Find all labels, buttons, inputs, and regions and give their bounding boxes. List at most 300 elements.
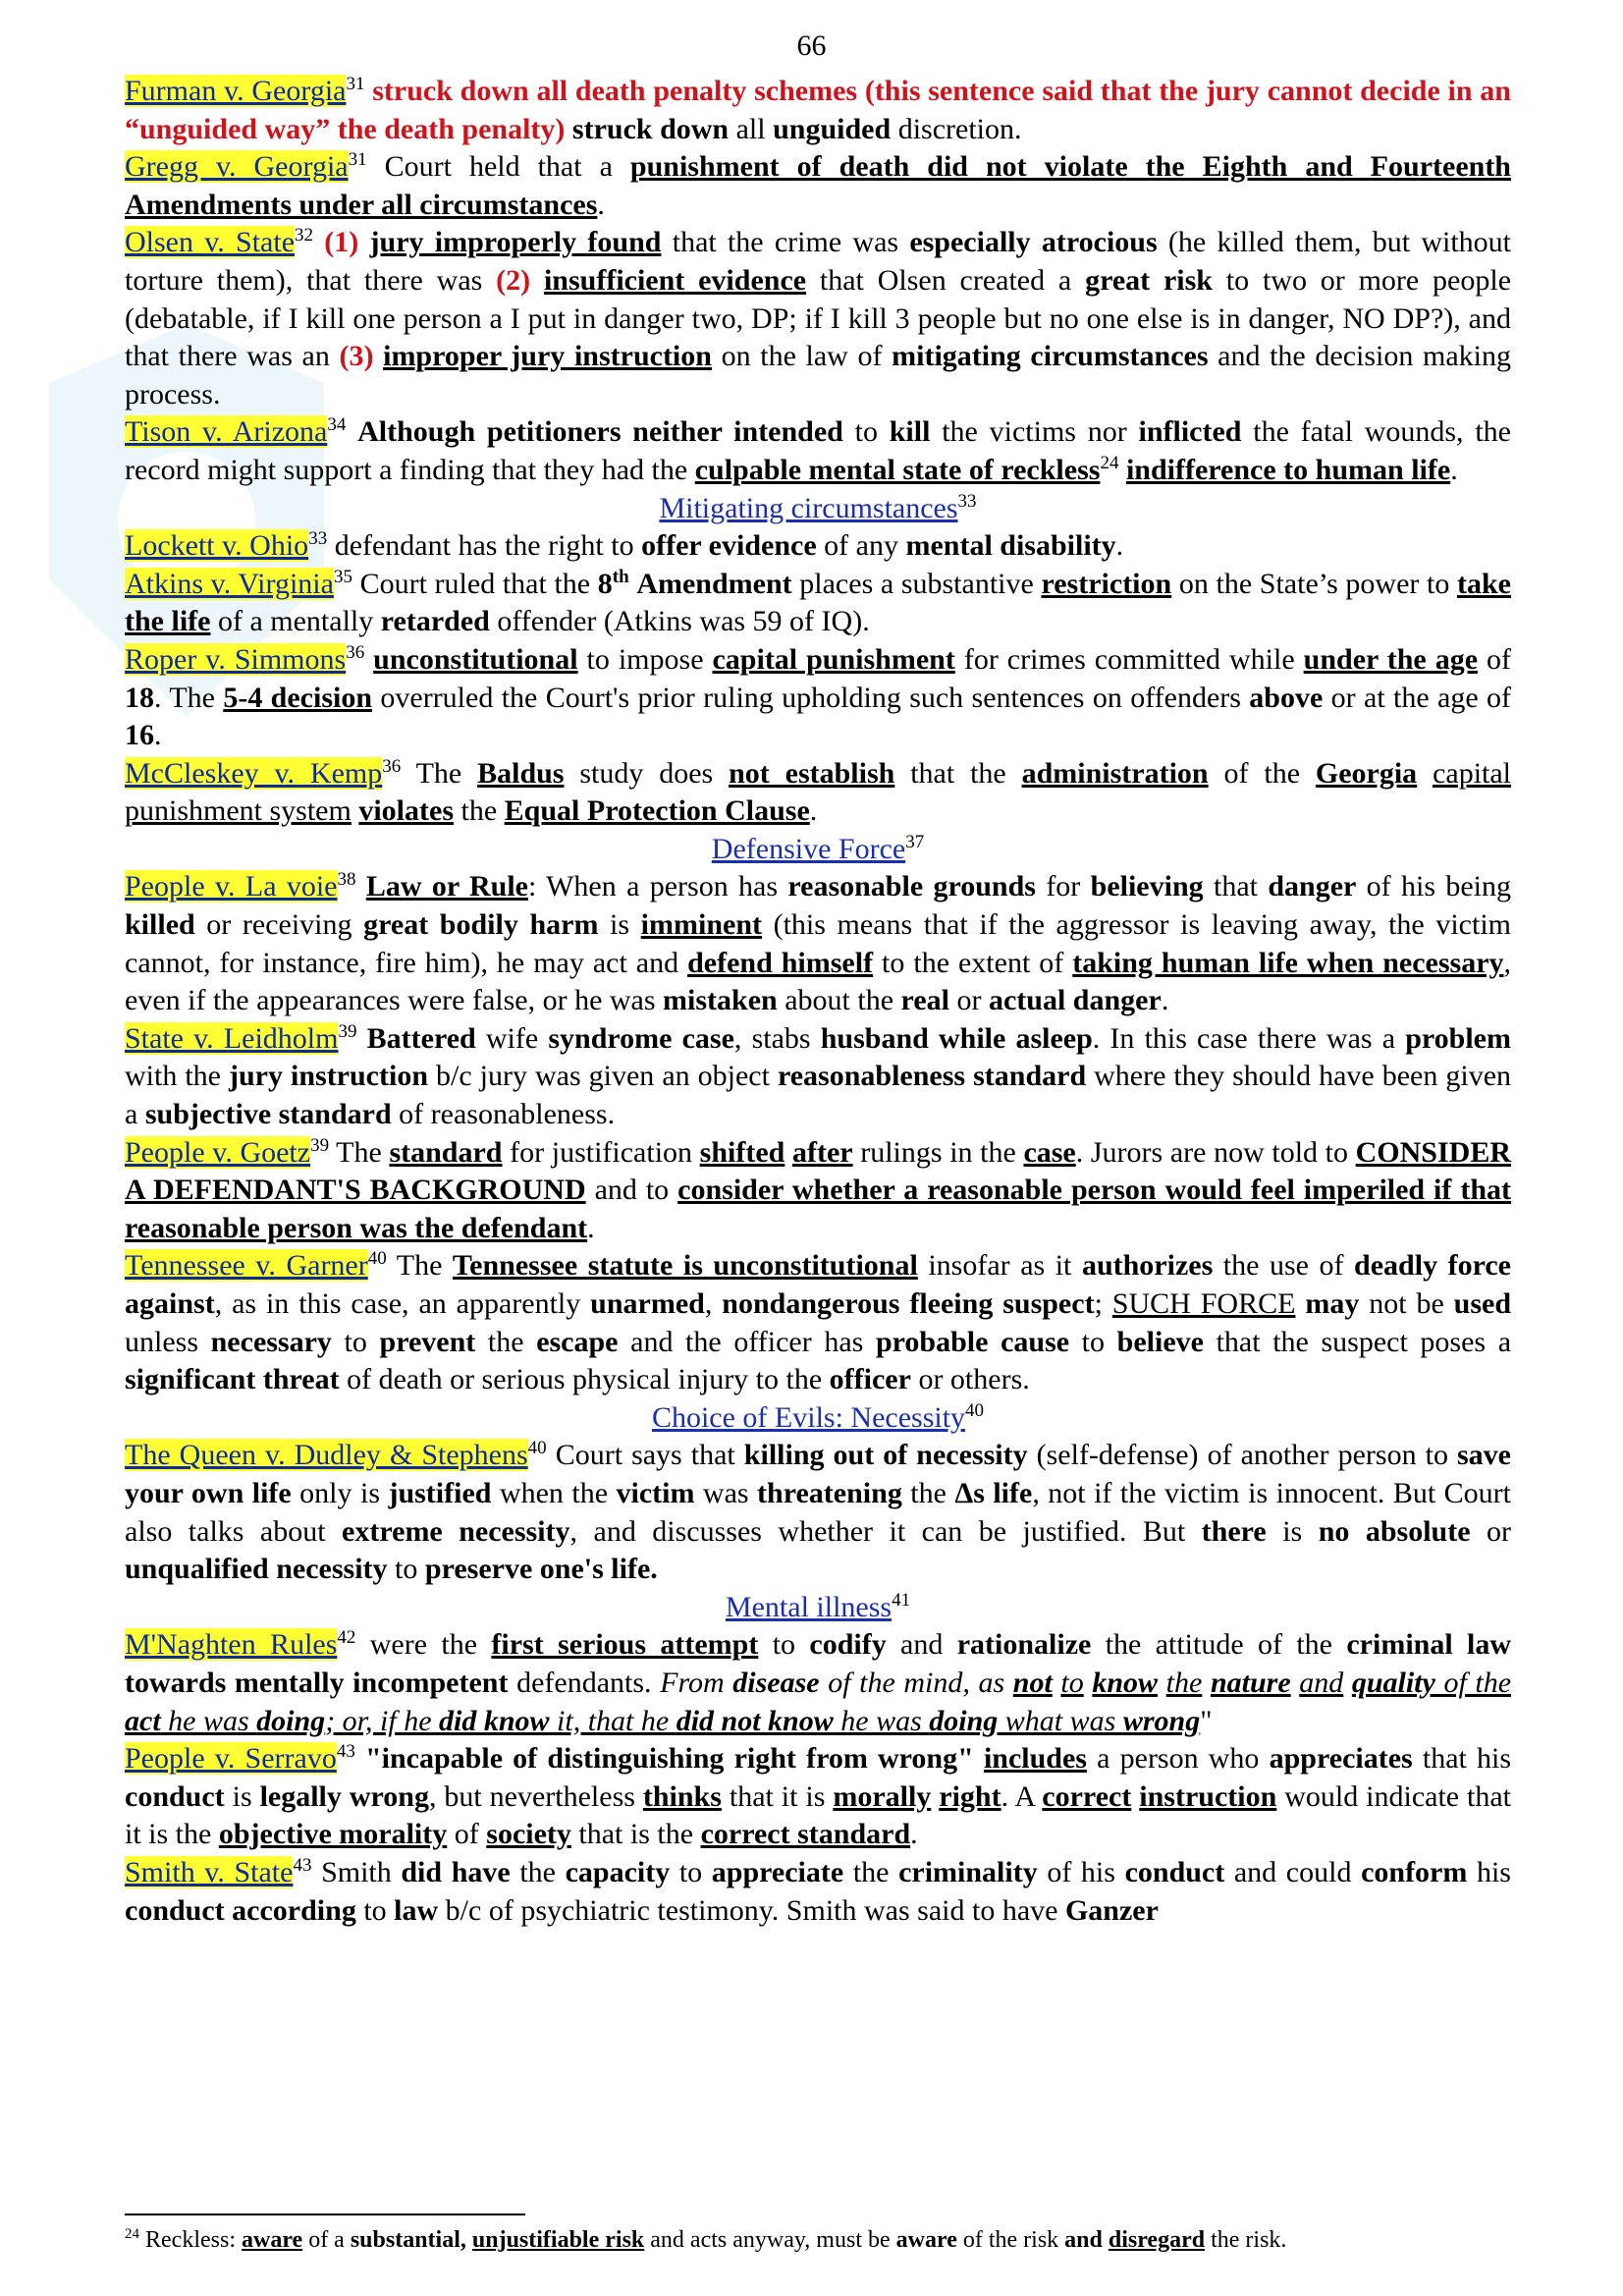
- text-run: a person who: [1086, 1742, 1270, 1776]
- text-run: of death or serious physical injury to the: [339, 1363, 830, 1396]
- text-run: to: [1069, 1325, 1117, 1358]
- text-run: prevent: [379, 1325, 476, 1358]
- text-run: (1): [324, 226, 359, 259]
- text-run: did not know: [676, 1704, 834, 1737]
- text-run: conduct: [1124, 1855, 1225, 1888]
- text-run: 18: [125, 681, 154, 714]
- text-run: taking human life when necessary: [1072, 946, 1504, 979]
- case-link[interactable]: Tennessee v. Garner: [125, 1249, 368, 1283]
- text-run: of the mind, as: [819, 1666, 1013, 1699]
- text-run: not: [1012, 1666, 1053, 1699]
- case-link[interactable]: Atkins v. Virginia: [125, 567, 334, 600]
- text-run: unless: [125, 1325, 211, 1358]
- text-run: right: [939, 1779, 1001, 1813]
- text-run: [313, 226, 324, 258]
- text-run: imminent: [640, 908, 762, 942]
- superscript: 32: [295, 225, 314, 246]
- text-run: administration: [1021, 756, 1209, 790]
- superscript: 41: [892, 1589, 911, 1611]
- text-run: shifted: [699, 1135, 785, 1169]
- text-run: SUCH FORCE: [1111, 1287, 1296, 1320]
- superscript: 31: [346, 74, 365, 94]
- text-run: Court held that a: [366, 150, 630, 184]
- text-run: actual danger: [988, 984, 1162, 1017]
- text-run: about the: [777, 984, 901, 1017]
- superscript: 34: [327, 414, 347, 436]
- text-run: discretion.: [891, 112, 1022, 145]
- case-paragraph: [125, 1854, 1511, 1930]
- text-run: to the extent of: [873, 946, 1073, 979]
- text-run: [530, 264, 544, 297]
- case-paragraph: [125, 148, 1511, 224]
- text-run: thinks: [642, 1779, 722, 1813]
- text-run: Ganzer: [1064, 1893, 1159, 1927]
- text-run: to: [1060, 1666, 1084, 1699]
- text-run: believing: [1090, 870, 1204, 903]
- text-run: may: [1305, 1287, 1360, 1320]
- text-run: would indicate that it is the: [125, 1779, 1512, 1851]
- text-run: Battered: [366, 1021, 476, 1055]
- case-paragraph: [125, 1740, 1511, 1854]
- text-run: not establish: [729, 756, 895, 790]
- text-run: .: [1115, 529, 1124, 563]
- text-run: , not if the victim is innocent. But Court also talks about: [125, 1476, 1511, 1548]
- text-run: is: [1266, 1514, 1319, 1548]
- text-run: of the risk: [956, 2227, 1065, 2253]
- text-run: . Jurors are now told to: [1075, 1135, 1356, 1169]
- text-run: to: [670, 1855, 712, 1888]
- text-run: that Olsen created a: [806, 263, 1086, 297]
- text-run: act: [125, 1704, 161, 1737]
- text-run: insofar as it: [917, 1249, 1082, 1283]
- text-run: killing out of necessity: [743, 1439, 1028, 1472]
- section-heading: [125, 1399, 1511, 1438]
- text-run: [974, 1742, 984, 1775]
- text-run: or at the age of: [1323, 681, 1511, 714]
- case-paragraph: [125, 1134, 1511, 1248]
- text-run: capital punishment: [712, 642, 955, 676]
- text-run: ,: [704, 1287, 723, 1320]
- text-run: unqualified necessity: [125, 1553, 388, 1586]
- case-paragraph: [125, 1437, 1511, 1588]
- text-run: ;: [1094, 1287, 1112, 1320]
- text-run: wife: [475, 1021, 549, 1055]
- text-run: doing: [256, 1704, 326, 1737]
- text-run: that is the: [570, 1818, 701, 1851]
- text-run: the: [1165, 1666, 1203, 1699]
- case-paragraph: [125, 641, 1511, 755]
- text-run: to: [387, 1553, 425, 1586]
- text-run: The: [329, 1135, 390, 1169]
- text-run: ": [1200, 1704, 1213, 1737]
- text-run: .: [910, 1818, 918, 1851]
- text-run: or others.: [910, 1363, 1030, 1396]
- text-run: authorizes: [1081, 1249, 1214, 1283]
- footnote-separator: [125, 2214, 525, 2215]
- text-run: (this means that if the aggressor is leaving away, the victim cannot, for instance, fire him), he may act and: [125, 908, 1511, 979]
- text-run: rationalize: [956, 1628, 1092, 1662]
- text-run: .: [1450, 453, 1458, 486]
- text-run: rulings in the: [852, 1135, 1024, 1169]
- text-run: after: [791, 1135, 853, 1169]
- text-run: capital punishment system: [125, 756, 1512, 828]
- text-run: and to: [585, 1174, 678, 1207]
- text-run: (he killed them, but without torture them), that there was: [125, 226, 1512, 297]
- text-run: all: [729, 112, 774, 145]
- text-run: of: [447, 1818, 487, 1851]
- text-run: that: [1203, 870, 1269, 903]
- text-run: .: [809, 794, 818, 828]
- case-link[interactable]: The Queen v. Dudley & Stephens: [125, 1439, 528, 1472]
- text-run: nature: [1210, 1666, 1291, 1699]
- case-link[interactable]: McCleskey v. Kemp: [125, 756, 383, 790]
- superscript: th: [612, 566, 629, 587]
- case-paragraph: [125, 1626, 1511, 1740]
- text-run: . The: [154, 681, 224, 714]
- text-run: escape: [536, 1325, 619, 1358]
- text-run: , and discusses whether it can be justified. But: [569, 1514, 1202, 1548]
- text-run: [1291, 1667, 1300, 1699]
- text-run: Court says that: [546, 1439, 744, 1472]
- text-run: conduct: [125, 1779, 225, 1813]
- superscript: 36: [382, 755, 402, 777]
- text-run: the: [510, 1855, 566, 1888]
- case-link[interactable]: People v. La voie: [125, 870, 338, 903]
- text-run: , but nevertheless: [428, 1779, 643, 1813]
- section-heading-text: Choice of Evils: Necessity: [651, 1400, 966, 1434]
- text-run: , stabs: [733, 1021, 821, 1055]
- text-run: of a mentally: [210, 605, 381, 638]
- text-run: that his: [1412, 1742, 1512, 1776]
- text-run: jury instruction: [229, 1060, 429, 1093]
- text-run: .: [587, 1211, 595, 1244]
- text-run: .: [154, 719, 162, 752]
- text-run: criminal law towards mentally incompetent: [125, 1628, 1512, 1699]
- text-run: (2): [496, 263, 531, 297]
- text-run: and: [1299, 1666, 1344, 1699]
- text-run: quality: [1351, 1666, 1435, 1699]
- superscript: 39: [338, 1020, 357, 1042]
- text-run: [373, 340, 383, 372]
- text-run: 16: [125, 719, 154, 752]
- text-run: problem: [1405, 1021, 1511, 1055]
- case-link[interactable]: Roper v. Simmons: [125, 642, 347, 676]
- text-run: instruction: [1139, 1779, 1277, 1813]
- text-run: and the decision making process.: [125, 340, 1511, 410]
- superscript: 37: [905, 831, 925, 852]
- text-run: only is: [291, 1476, 389, 1509]
- text-run: case: [1023, 1135, 1076, 1169]
- case-link[interactable]: People v. Serravo: [125, 1742, 337, 1776]
- text-run: of his being: [1356, 870, 1511, 903]
- case-link[interactable]: Lockett v. Ohio: [125, 529, 309, 563]
- text-run: of the: [1208, 756, 1316, 790]
- text-run: improper jury instruction: [383, 340, 712, 373]
- text-run: extreme necessity: [342, 1514, 570, 1548]
- text-run: he was: [833, 1704, 930, 1737]
- text-run: Tennessee statute is unconstitutional: [452, 1249, 918, 1283]
- text-run: unjustifiable risk: [471, 2227, 645, 2253]
- text-run: Although petitioners neither intended: [357, 415, 843, 449]
- case-paragraph: [125, 868, 1511, 1019]
- text-run: retarded: [380, 605, 490, 638]
- text-run: [565, 113, 572, 145]
- text-run: mistaken: [663, 984, 778, 1017]
- text-run: unarmed: [590, 1287, 705, 1320]
- superscript: 33: [957, 490, 977, 512]
- case-link[interactable]: State v. Leidholm: [125, 1021, 339, 1055]
- text-run: were the: [355, 1628, 492, 1662]
- text-run: The: [401, 756, 478, 790]
- text-run: aware: [895, 2227, 957, 2253]
- text-run: [1417, 757, 1433, 790]
- text-run: mitigating circumstances: [892, 340, 1209, 373]
- text-run: when the: [491, 1476, 617, 1509]
- text-run: on the State’s power to: [1171, 567, 1457, 600]
- text-run: b/c jury was given an object: [428, 1060, 778, 1093]
- text-run: inflicted: [1138, 415, 1242, 449]
- superscript: 43: [336, 1741, 355, 1763]
- case-paragraph: [125, 1247, 1511, 1398]
- text-run: (self-defense) of another person to: [1027, 1439, 1457, 1472]
- text-run: defendant has the right to: [327, 529, 642, 563]
- text-run: conform: [1361, 1855, 1468, 1888]
- text-run: .: [597, 188, 605, 221]
- text-run: significant threat: [125, 1363, 340, 1396]
- text-run: . In this case there was a: [1092, 1021, 1406, 1055]
- text-run: husband while asleep: [820, 1021, 1093, 1055]
- text-run: defendants.: [508, 1666, 661, 1699]
- text-run: the victims nor: [930, 415, 1139, 449]
- text-run: wrong: [1122, 1704, 1201, 1737]
- text-run: of reasonableness.: [391, 1098, 616, 1131]
- text-run: From: [660, 1666, 733, 1699]
- text-run: morally: [833, 1779, 932, 1813]
- text-run: society: [486, 1818, 571, 1851]
- text-run: Law or Rule: [365, 870, 528, 903]
- text-run: preserve one's life.: [424, 1553, 658, 1586]
- text-run: the use of: [1213, 1249, 1355, 1283]
- text-run: of his: [1037, 1855, 1125, 1888]
- text-run: used: [1453, 1287, 1512, 1320]
- page-body: [125, 73, 1511, 1930]
- text-run: "incapable of distinguishing right from wrong": [365, 1742, 974, 1776]
- text-run: the: [843, 1855, 899, 1888]
- text-run: to: [842, 415, 890, 449]
- text-run: it, that he: [549, 1704, 676, 1737]
- text-run: appreciate: [711, 1855, 844, 1888]
- section-heading: [125, 831, 1511, 869]
- text-run: probable cause: [875, 1325, 1070, 1358]
- superscript: 42: [337, 1627, 356, 1649]
- text-run: insufficient evidence: [543, 263, 807, 297]
- text-run: places a substantive: [791, 567, 1042, 600]
- superscript: 40: [527, 1438, 547, 1459]
- case-link[interactable]: People v. Goetz: [125, 1135, 311, 1169]
- text-run: [355, 1742, 365, 1775]
- text-run: is: [224, 1779, 260, 1813]
- text-run: [346, 415, 357, 448]
- case-paragraph: [125, 413, 1511, 489]
- text-run: , even if the appearances were false, or he was: [125, 946, 1512, 1017]
- superscript: 31: [348, 149, 367, 171]
- text-run: he was: [160, 1704, 257, 1737]
- text-run: law: [394, 1893, 439, 1927]
- text-run: offender (Atkins was 59 of IQ).: [489, 605, 870, 638]
- text-run: codify: [809, 1628, 887, 1662]
- text-run: of a: [302, 2227, 351, 2253]
- text-run: of the: [1434, 1666, 1512, 1699]
- text-run: .: [1161, 984, 1169, 1017]
- text-run: violates: [358, 794, 454, 828]
- text-run: and acts anyway, must be: [644, 2227, 896, 2253]
- text-run: with the: [125, 1060, 229, 1093]
- text-run: [356, 1022, 366, 1055]
- text-run: culpable mental state of reckless: [694, 453, 1101, 486]
- case-paragraph: [125, 224, 1511, 413]
- text-run: that the: [894, 756, 1022, 790]
- text-run: jury improperly found: [369, 226, 662, 259]
- text-run: victim: [616, 1476, 695, 1509]
- text-run: [1158, 1667, 1166, 1699]
- text-run: ; or, if he: [325, 1704, 440, 1737]
- text-run: necessary: [210, 1325, 332, 1358]
- section-heading-text: Mental illness: [725, 1590, 893, 1623]
- superscript: 35: [333, 566, 352, 587]
- text-run: the: [475, 1325, 537, 1358]
- text-run: [358, 226, 369, 258]
- text-run: real: [900, 984, 949, 1017]
- text-run: struck down: [571, 112, 730, 145]
- text-run: on the law of: [711, 340, 893, 373]
- text-run: indifference to human life: [1125, 453, 1451, 486]
- text-run: standard: [389, 1135, 503, 1169]
- text-run: unconstitutional: [373, 642, 578, 676]
- text-run: killed: [125, 908, 195, 942]
- text-run: under the age: [1303, 642, 1479, 676]
- text-run: [356, 870, 366, 902]
- text-run: danger: [1268, 870, 1357, 903]
- section-heading: [125, 1589, 1511, 1627]
- text-run: of any: [816, 529, 906, 563]
- text-run: not be: [1359, 1287, 1454, 1320]
- text-run: The: [386, 1249, 453, 1283]
- text-run: : When a person has: [527, 870, 788, 903]
- text-run: conduct according: [125, 1893, 356, 1927]
- text-run: the fatal wounds, the record might support a finding that they had the: [125, 415, 1511, 486]
- text-run: restriction: [1041, 567, 1172, 600]
- text-run: of: [1478, 642, 1512, 676]
- text-run: CONSIDER A DEFENDANT'S BACKGROUND: [125, 1135, 1511, 1207]
- case-paragraph: [125, 73, 1511, 148]
- text-run: threatening: [757, 1476, 902, 1509]
- text-run: Baldus: [477, 756, 565, 790]
- text-run: the attitude of the: [1091, 1628, 1347, 1662]
- text-run: unguided: [773, 112, 892, 145]
- section-heading: [125, 490, 1511, 528]
- text-run: to: [758, 1628, 810, 1662]
- case-link[interactable]: Tison v. Arizona: [125, 415, 328, 449]
- superscript: 40: [367, 1248, 387, 1270]
- text-run: correct: [1042, 1779, 1132, 1813]
- text-run: above: [1249, 681, 1324, 714]
- text-run: and the officer has: [618, 1325, 876, 1358]
- text-run: includes: [983, 1742, 1087, 1776]
- text-run: know: [1092, 1666, 1159, 1699]
- text-run: the: [454, 794, 505, 828]
- case-paragraph: [125, 1020, 1511, 1134]
- case-paragraph: [125, 566, 1511, 641]
- text-run: save your own life: [125, 1439, 1511, 1509]
- text-run: objective morality: [218, 1818, 448, 1851]
- text-run: Court ruled that the: [352, 567, 598, 600]
- case-link[interactable]: Smith v. State: [125, 1855, 294, 1888]
- text-run: syndrome case: [548, 1021, 734, 1055]
- text-run: where they should have been given a: [125, 1060, 1512, 1131]
- text-run: there: [1201, 1514, 1267, 1548]
- text-run: reasonable grounds: [787, 870, 1036, 903]
- page-number: 66: [796, 29, 827, 62]
- section-heading-text: Defensive Force: [711, 832, 906, 865]
- text-run: the risk.: [1205, 2227, 1287, 2253]
- superscript: 40: [965, 1399, 985, 1421]
- text-run: or receiving: [194, 908, 364, 942]
- text-run: and: [1064, 2227, 1103, 2253]
- text-run: and could: [1224, 1855, 1362, 1888]
- text-run: (3): [339, 340, 374, 373]
- text-run: Reckless:: [139, 2227, 242, 2253]
- text-run: officer: [829, 1363, 911, 1396]
- text-run: substantial,: [350, 2227, 466, 2253]
- text-run: 5-4 decision: [223, 681, 373, 714]
- text-run: [1118, 454, 1126, 486]
- text-run: . A: [1001, 1779, 1043, 1813]
- text-run: for crimes committed while: [954, 642, 1304, 676]
- text-run: correct standard: [700, 1818, 911, 1851]
- superscript: 36: [346, 641, 365, 663]
- text-run: 8: [597, 567, 613, 600]
- text-run: or: [1470, 1514, 1511, 1548]
- text-run: what was: [998, 1704, 1123, 1737]
- text-run: deadly force against: [125, 1249, 1511, 1320]
- text-run: to: [331, 1325, 380, 1358]
- case-paragraph: [125, 527, 1511, 566]
- text-run: b/c of psychiatric testimony. Smith was said to have: [438, 1893, 1065, 1927]
- case-link[interactable]: Furman v. Georgia: [125, 75, 347, 107]
- text-run: Smith: [311, 1855, 402, 1888]
- text-run: the: [901, 1476, 955, 1509]
- superscript: 43: [293, 1854, 312, 1876]
- text-run: his: [1467, 1855, 1511, 1888]
- text-run: defend himself: [687, 946, 874, 979]
- text-run: reasonableness standard: [777, 1060, 1087, 1093]
- case-link[interactable]: Olsen v. State: [125, 226, 296, 259]
- text-run: that the crime was: [661, 226, 910, 259]
- text-run: kill: [889, 415, 931, 449]
- text-run: legally wrong: [259, 1779, 429, 1813]
- case-link[interactable]: M'Naghten Rules: [125, 1628, 338, 1662]
- case-link[interactable]: Gregg v. Georgia: [125, 150, 349, 184]
- text-run: aware: [241, 2227, 303, 2253]
- text-run: to impose: [577, 642, 713, 676]
- text-run: that it is: [721, 1779, 834, 1813]
- text-run: doing: [929, 1704, 999, 1737]
- case-paragraph: [125, 755, 1511, 831]
- text-run: struck down all death penalty schemes (this sentence said that the jury cannot decide in an “unguided way” the death penalty): [125, 75, 1511, 145]
- text-run: [364, 643, 373, 676]
- footnote: [125, 2225, 1511, 2255]
- text-run: no absolute: [1318, 1514, 1471, 1548]
